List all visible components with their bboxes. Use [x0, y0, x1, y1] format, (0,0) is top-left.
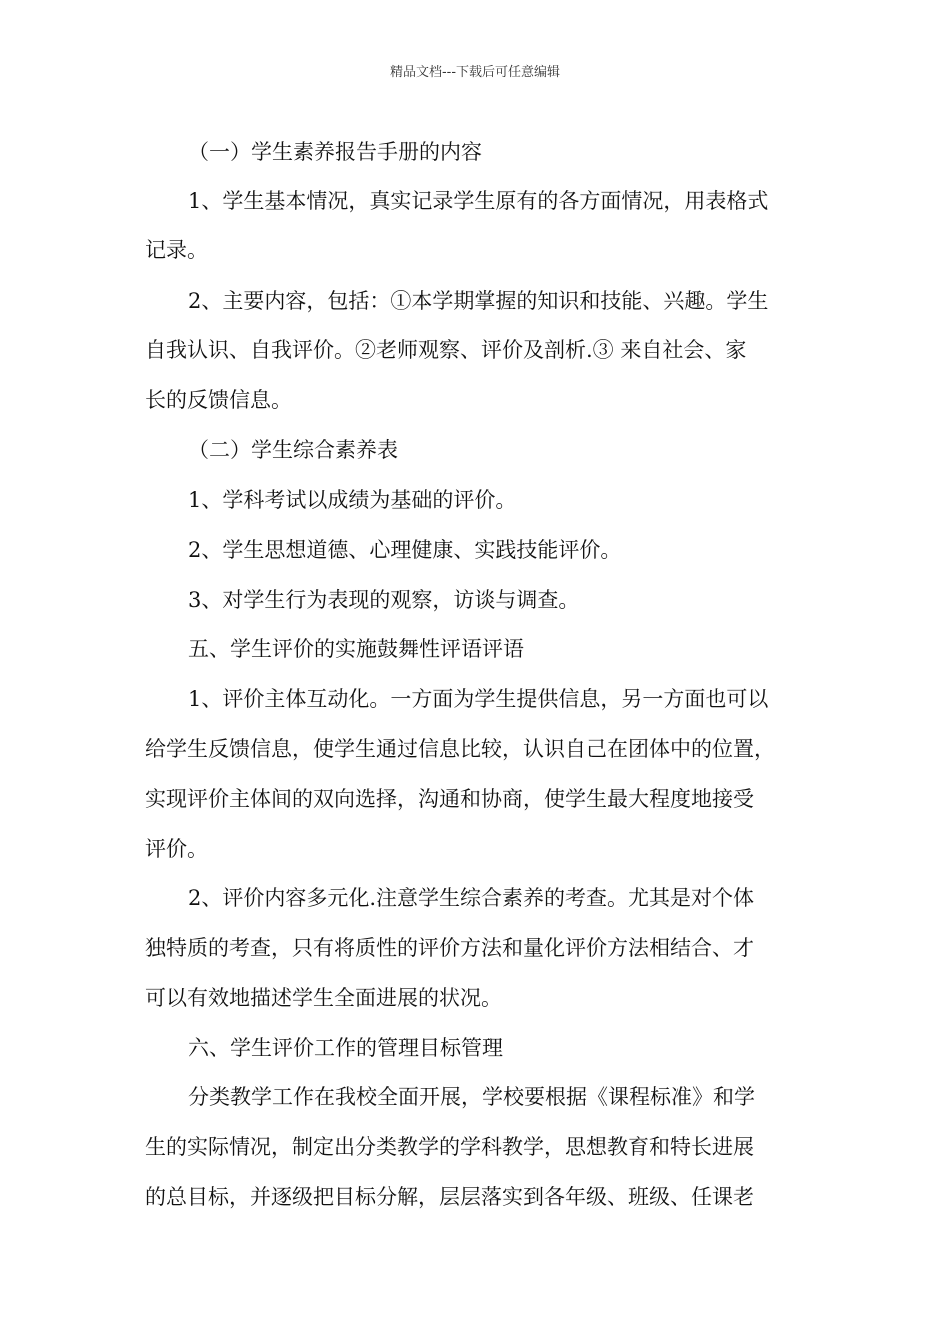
paragraph-line: 1、学生基本情况，真实记录学生原有的各方面情况，用表格式 [188, 189, 769, 213]
paragraph-line: 2、主要内容，包括：①本学期掌握的知识和技能、兴趣。学生 [188, 289, 769, 313]
section-heading-6: 六、学生评价工作的管理目标管理 [188, 1036, 503, 1060]
paragraph-line: 生的实际情况，制定出分类教学的学科教学，思想教育和特长进展 [145, 1135, 754, 1159]
paragraph-line: 实现评价主体间的双向选择，沟通和协商，使学生最大程度地接受 [145, 787, 754, 811]
paragraph-line: 分类教学工作在我校全面开展，学校要根据《课程标准》和学 [188, 1085, 755, 1109]
section-heading-2: （二）学生综合素养表 [188, 438, 398, 462]
section-heading-5: 五、学生评价的实施鼓舞性评语评语 [188, 637, 524, 661]
paragraph-line: 的总目标，并逐级把目标分解，层层落实到各年级、班级、任课老 [145, 1185, 754, 1209]
paragraph-line: 2、学生思想道德、心理健康、实践技能评价。 [188, 538, 622, 562]
paragraph-line: 2、评价内容多元化.注意学生综合素养的考查。尤其是对个体 [188, 886, 755, 910]
page-header: 精品文档---下载后可任意编辑 [389, 65, 561, 80]
paragraph-line: 独特质的考查，只有将质性的评价方法和量化评价方法相结合、才 [145, 936, 754, 960]
paragraph-line: 3、对学生行为表现的观察，访谈与调查。 [188, 588, 580, 612]
paragraph-line: 给学生反馈信息，使学生通过信息比较，认识自己在团体中的位置， [145, 737, 775, 761]
paragraph-line: 1、学科考试以成绩为基础的评价。 [188, 488, 517, 512]
paragraph-line: 自我认识、自我评价。②老师观察、评价及剖析.③ 来自社会、家 [145, 338, 747, 362]
paragraph-line: 记录。 [145, 238, 208, 262]
paragraph-line: 评价。 [145, 837, 208, 861]
paragraph-line: 可以有效地描述学生全面进展的状况。 [145, 986, 502, 1010]
paragraph-line: 长的反馈信息。 [145, 388, 292, 412]
paragraph-line: 1、评价主体互动化。一方面为学生提供信息，另一方面也可以 [188, 687, 769, 711]
section-heading-1: （一）学生素养报告手册的内容 [188, 140, 482, 164]
